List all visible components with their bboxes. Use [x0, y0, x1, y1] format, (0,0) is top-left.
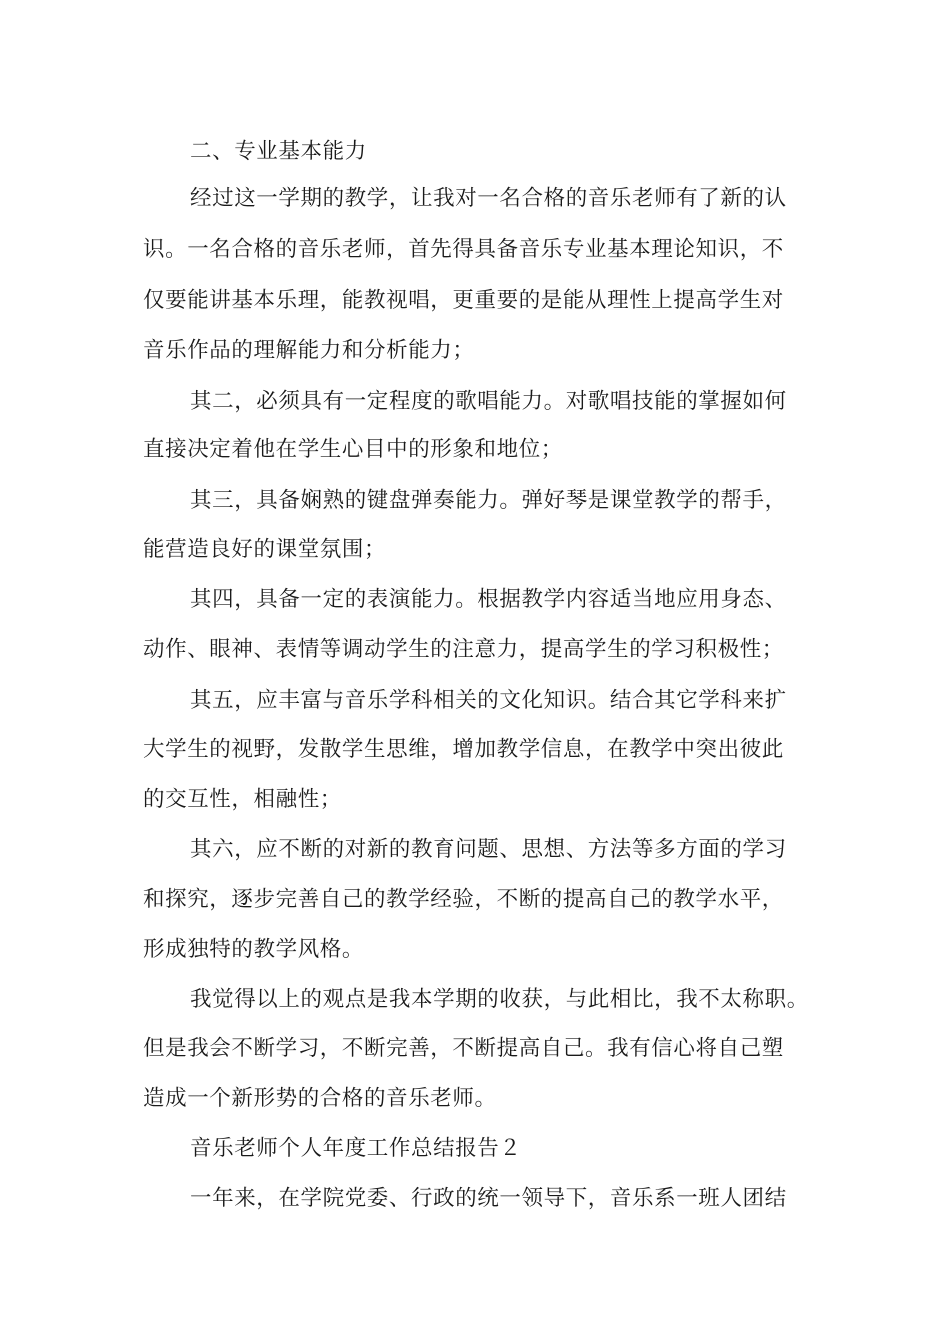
- paragraph-line: 我觉得以上的观点是我本学期的收获，与此相比，我不太称职。: [190, 987, 809, 1012]
- paragraph-line: 仅要能讲基本乐理，能教视唱，更重要的是能从理性上提高学生对: [143, 288, 784, 313]
- report-title: 音乐老师个人年度工作总结报告２: [190, 1136, 522, 1161]
- paragraph-line: 其三，具备娴熟的键盘弹奏能力。弹好琴是课堂教学的帮手，: [190, 488, 787, 513]
- section-heading: 二、专业基本能力: [190, 139, 367, 164]
- paragraph-line: 其五，应丰富与音乐学科相关的文化知识。结合其它学科来扩: [190, 688, 787, 713]
- paragraph-line: 能营造良好的课堂氛围；: [143, 537, 387, 562]
- paragraph-line: 但是我会不断学习，不断完善，不断提高自己。我有信心将自己塑: [143, 1036, 784, 1061]
- paragraph-line: 其六，应不断的对新的教育问题、思想、方法等多方面的学习: [190, 837, 787, 862]
- paragraph-line: 大学生的视野，发散学生思维，增加教学信息，在教学中突出彼此: [143, 737, 784, 762]
- paragraph-line: 音乐作品的理解能力和分析能力；: [143, 338, 475, 363]
- paragraph-line: 经过这一学期的教学，让我对一名合格的音乐老师有了新的认: [190, 186, 787, 211]
- paragraph-line: 形成独特的教学风格。: [143, 937, 365, 962]
- paragraph-line: 造成一个新形势的合格的音乐老师。: [143, 1086, 497, 1111]
- paragraph-line: 直接决定着他在学生心目中的形象和地位；: [143, 437, 563, 462]
- paragraph-line: 和探究，逐步完善自己的教学经验，不断的提高自己的教学水平，: [143, 887, 784, 912]
- paragraph-line: 一年来，在学院党委、行政的统一领导下，音乐系一班人团结: [190, 1186, 787, 1211]
- paragraph-line: 其四，具备一定的表演能力。根据教学内容适当地应用身态、: [190, 587, 787, 612]
- paragraph-line: 动作、眼神、表情等调动学生的注意力，提高学生的学习积极性；: [143, 637, 784, 662]
- paragraph-line: 其二，必须具有一定程度的歌唱能力。对歌唱技能的掌握如何: [190, 389, 787, 414]
- paragraph-line: 的交互性，相融性；: [143, 787, 342, 812]
- paragraph-line: 识。一名合格的音乐老师，首先得具备音乐专业基本理论知识，不: [143, 237, 784, 262]
